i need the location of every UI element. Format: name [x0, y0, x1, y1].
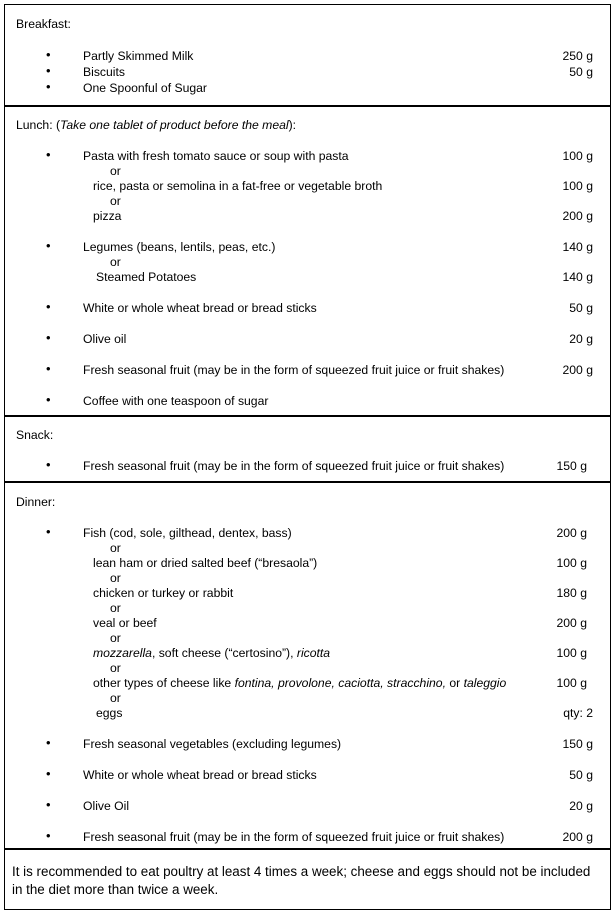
lunch-title-instruction: Take one tablet of product before the meal [60, 118, 289, 132]
snack-item-name: Fresh seasonal fruit (may be in the form of squeezed fruit juice or fruit shakes) [83, 459, 505, 473]
bullet: • [46, 47, 51, 62]
lunch-item-qty: 20 g [569, 332, 593, 346]
bullet: • [46, 79, 51, 94]
lunch-item-name: Steamed Potatoes [96, 270, 197, 284]
lunch-item-name: Pasta with fresh tomato sauce or soup with pasta [83, 149, 349, 163]
breakfast-item-name: Partly Skimmed Milk [83, 49, 194, 63]
or-connector: or [110, 661, 121, 675]
lunch-item-name: pizza [93, 209, 122, 223]
lunch-item-qty: 50 g [569, 301, 593, 315]
bullet: • [46, 330, 51, 345]
snack-title: Snack: [16, 428, 54, 442]
dinner-item-qty: 100 g [556, 646, 587, 660]
bullet: • [46, 457, 51, 472]
dinner-item-qty: 20 g [569, 799, 593, 813]
bullet: • [46, 735, 51, 750]
dinner-item-qty: 150 g [562, 737, 593, 751]
dinner-item-qty: 50 g [569, 768, 593, 782]
lunch-item-qty: 100 g [562, 149, 593, 163]
dinner-item-name: mozzarella, soft cheese (“certosino”), ricotta [93, 646, 331, 660]
lunch-item-name: Legumes (beans, lentils, peas, etc.) [83, 240, 276, 254]
bullet: • [46, 63, 51, 78]
bullet: • [46, 147, 51, 162]
lunch-item-qty: 200 g [562, 209, 593, 223]
dinner-item-qty: 200 g [556, 616, 587, 630]
dinner-item-name: White or whole wheat bread or bread sticks [83, 768, 317, 782]
dinner-item-name: Fish (cod, sole, gilthead, dentex, bass) [83, 526, 292, 540]
or-connector: or [110, 255, 121, 269]
dinner-item-name: lean ham or dried salted beef (“bresaola”) [93, 556, 318, 570]
bullet: • [46, 766, 51, 781]
or-connector: or [110, 691, 121, 705]
dinner-item-qty: qty: 2 [563, 706, 593, 720]
lunch-item-name: Olive oil [83, 332, 127, 346]
dinner-item-name: Fresh seasonal fruit (may be in the form of squeezed fruit juice or fruit shakes) [83, 830, 505, 844]
dinner-item-name: other types of cheese like fontina, provolone, caciotta, stracchino, or taleggio [93, 676, 507, 690]
bullet: • [46, 797, 51, 812]
or-connector: or [110, 601, 121, 615]
dinner-item-name: veal or beef [93, 616, 157, 630]
breakfast-item-name: One Spoonful of Sugar [83, 81, 207, 95]
lunch-title: Lunch: (Take one tablet of product before the meal): [16, 118, 297, 132]
breakfast-item-qty: 250 g [562, 49, 593, 63]
lunch-item-name: White or whole wheat bread or bread sticks [83, 301, 317, 315]
recommendation-note: It is recommended to eat poultry at least 4 times a week; cheese and eggs should not be included in the diet more than twice a week. [12, 864, 591, 897]
lunch-item-qty: 100 g [562, 179, 593, 193]
dinner-item-name: Olive Oil [83, 799, 130, 813]
lunch-item-qty: 140 g [562, 240, 593, 254]
or-connector: or [110, 631, 121, 645]
or-connector: or [110, 571, 121, 585]
snack-item-qty: 150 g [556, 459, 587, 473]
or-connector: or [110, 164, 121, 178]
dinner-item-qty: 100 g [556, 676, 587, 690]
dinner-item-name: chicken or turkey or rabbit [93, 586, 234, 600]
lunch-item-name: Fresh seasonal fruit (may be in the form of squeezed fruit juice or fruit shakes) [83, 363, 505, 377]
dinner-item-name: eggs [96, 706, 123, 720]
dinner-item-name: Fresh seasonal vegetables (excluding legumes) [83, 737, 342, 751]
dinner-item-qty: 200 g [556, 526, 587, 540]
lunch-item-qty: 140 g [562, 270, 593, 284]
dinner-item-qty: 100 g [556, 556, 587, 570]
bullet: • [46, 238, 51, 253]
lunch-item-name: Coffee with one teaspoon of sugar [83, 394, 269, 408]
breakfast-item-name: Biscuits [83, 65, 125, 79]
or-connector: or [110, 194, 121, 208]
bullet: • [46, 828, 51, 843]
bullet: • [46, 361, 51, 376]
bullet: • [46, 392, 51, 407]
bullet: • [46, 524, 51, 539]
bullet: • [46, 299, 51, 314]
dinner-item-qty: 180 g [556, 586, 587, 600]
dinner-item-qty: 200 g [562, 830, 593, 844]
lunch-item-name: rice, pasta or semolina in a fat-free or vegetable broth [93, 179, 383, 193]
breakfast-title: Breakfast: [16, 17, 71, 31]
or-connector: or [110, 541, 121, 555]
dinner-title: Dinner: [16, 495, 56, 509]
breakfast-item-qty: 50 g [569, 65, 593, 79]
lunch-item-qty: 200 g [562, 363, 593, 377]
